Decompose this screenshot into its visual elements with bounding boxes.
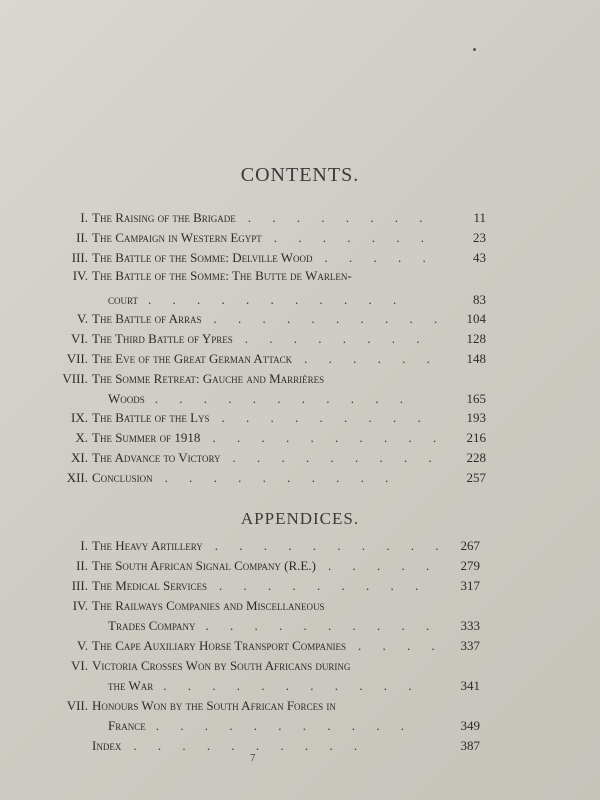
entry-number: IV. bbox=[72, 268, 88, 283]
entry-title: The Battle of the Somme: The Butte de Warlen- bbox=[92, 268, 352, 283]
entry-page-number: 148 bbox=[466, 351, 486, 366]
leader-dots: . . . . . . . . . bbox=[219, 578, 428, 593]
contents-heading: CONTENTS. bbox=[240, 164, 360, 186]
entry-page-number: 11 bbox=[473, 210, 486, 225]
entry-title: The Medical Services bbox=[92, 578, 208, 593]
contents-entry bbox=[52, 468, 397, 488]
entry-page-number: 193 bbox=[466, 410, 486, 425]
entry-title: The South African Signal Company (R.E.) bbox=[92, 558, 316, 573]
entry-title: The Somme Retreat: Gauche and Marrières bbox=[92, 371, 325, 386]
appendices-entry bbox=[52, 596, 325, 616]
entry-title-continuation: court bbox=[108, 292, 138, 307]
entry-page-number: 23 bbox=[473, 230, 486, 245]
entry-title-continuation: the War bbox=[108, 678, 154, 693]
page-folio: 7 bbox=[250, 752, 256, 764]
leader-dots: . . . . . bbox=[324, 250, 435, 265]
entry-title: The Third Battle of Ypres bbox=[92, 331, 233, 346]
appendices-entry bbox=[52, 536, 448, 556]
contents-entry bbox=[52, 369, 324, 389]
leader-dots: . . . . . . . . . . . bbox=[163, 678, 421, 693]
entry-page-number: 165 bbox=[466, 391, 486, 406]
leader-dots: . . . . . . . . . . bbox=[214, 538, 448, 553]
entry-page-number: 257 bbox=[466, 470, 486, 485]
entry-number: XII. bbox=[66, 470, 88, 485]
appendices-entry bbox=[52, 556, 438, 576]
appendices-entry bbox=[52, 656, 350, 676]
entry-number: VIII. bbox=[62, 371, 88, 386]
entry-title: Index bbox=[92, 738, 122, 753]
leader-dots: . . . . . . . . . bbox=[221, 410, 430, 425]
entry-title: The Summer of 1918 bbox=[92, 430, 201, 445]
entry-page-number: 279 bbox=[460, 558, 480, 573]
entry-title-continuation: Trades Company bbox=[108, 618, 196, 633]
entry-title: The Cape Auxiliary Horse Transport Companies bbox=[92, 638, 346, 653]
leader-dots: . . . . . . . . . . bbox=[164, 470, 398, 485]
entry-number: II. bbox=[76, 230, 88, 245]
appendices-heading: APPENDICES. bbox=[240, 509, 360, 528]
entry-number: III. bbox=[71, 578, 88, 593]
entry-page-number: 341 bbox=[460, 678, 480, 693]
appendices-entry bbox=[52, 696, 336, 716]
appendices-entry bbox=[52, 576, 427, 596]
leader-dots: . . . . . . . bbox=[273, 230, 434, 245]
leader-dots: . . . . . . . . bbox=[247, 210, 432, 225]
entry-title: The Advance to Victory bbox=[92, 450, 221, 465]
entry-number: III. bbox=[71, 250, 88, 265]
entry-title: The Battle of Arras bbox=[92, 311, 202, 326]
entry-title-continuation: France bbox=[108, 718, 146, 733]
entry-number: IX. bbox=[71, 410, 88, 425]
appendices-entry-continuation bbox=[108, 716, 413, 736]
entry-title: The Battle of the Somme: Delville Wood bbox=[92, 250, 313, 265]
contents-entry bbox=[52, 428, 445, 448]
entry-title: The Campaign in Western Egypt bbox=[92, 230, 262, 245]
entry-page-number: 228 bbox=[466, 450, 486, 465]
leader-dots: . . . . . . . . . . . bbox=[154, 391, 413, 406]
leader-dots: . . . . . . . . bbox=[244, 331, 429, 346]
entry-number: VII. bbox=[66, 698, 88, 713]
appendices-entry-continuation bbox=[108, 616, 438, 636]
leader-dots: . . . . . . . . . . . bbox=[155, 718, 413, 733]
entry-page-number: 128 bbox=[466, 331, 486, 346]
entry-number: I. bbox=[80, 538, 88, 553]
entry-number: X. bbox=[75, 430, 88, 445]
entry-title: Conclusion bbox=[92, 470, 153, 485]
entry-page-number: 104 bbox=[466, 311, 486, 326]
leader-dots: . . . . . . . . . . bbox=[133, 738, 367, 753]
entry-title: The Raising of the Brigade bbox=[92, 210, 236, 225]
leader-dots: . . . . . . . . . bbox=[232, 450, 441, 465]
leader-dots: . . . . . . . . . . bbox=[213, 311, 447, 326]
contents-entry bbox=[52, 266, 352, 286]
appendices-entry bbox=[52, 636, 444, 656]
entry-number: I. bbox=[80, 210, 88, 225]
leader-dots: . . . . . . bbox=[304, 351, 439, 366]
entry-page-number: 267 bbox=[460, 538, 480, 553]
entry-number: V. bbox=[77, 638, 88, 653]
entry-title-continuation: Woods bbox=[108, 391, 145, 406]
ink-spot bbox=[473, 48, 476, 51]
entry-title: The Heavy Artillery bbox=[92, 538, 203, 553]
entry-title: The Railways Companies and Miscellaneous bbox=[92, 598, 325, 613]
entry-number: II. bbox=[76, 558, 88, 573]
entry-number: VI. bbox=[71, 658, 88, 673]
entry-number: IV. bbox=[72, 598, 88, 613]
contents-entry bbox=[52, 248, 435, 268]
entry-page-number: 43 bbox=[473, 250, 486, 265]
entry-number: V. bbox=[77, 311, 88, 326]
contents-entry bbox=[52, 349, 439, 369]
entry-page-number: 387 bbox=[460, 738, 480, 753]
contents-entry-continuation bbox=[108, 389, 412, 409]
entry-page-number: 349 bbox=[460, 718, 480, 733]
appendices-entry bbox=[52, 736, 366, 756]
leader-dots: . . . . . . . . . . bbox=[205, 618, 439, 633]
leader-dots: . . . . . bbox=[327, 558, 439, 573]
leader-dots: . . . . . . . . . . . bbox=[147, 292, 406, 307]
entry-number: VI. bbox=[71, 331, 88, 346]
contents-entry bbox=[52, 309, 446, 329]
contents-entry bbox=[52, 228, 433, 248]
contents-entry bbox=[52, 408, 430, 428]
appendices-entry-continuation bbox=[108, 676, 421, 696]
entry-number: XI. bbox=[71, 450, 88, 465]
entry-page-number: 83 bbox=[473, 292, 486, 307]
entry-title: The Eve of the Great German Attack bbox=[92, 351, 293, 366]
leader-dots: . . . . bbox=[357, 638, 444, 653]
leader-dots: . . . . . . . . . . bbox=[212, 430, 446, 445]
contents-entry bbox=[52, 448, 441, 468]
entry-page-number: 317 bbox=[460, 578, 480, 593]
contents-entry-continuation bbox=[108, 290, 405, 310]
entry-title: Honours Won by the South African Forces in bbox=[92, 698, 336, 713]
entry-number: VII. bbox=[66, 351, 88, 366]
entry-title: The Battle of the Lys bbox=[92, 410, 210, 425]
entry-page-number: 216 bbox=[466, 430, 486, 445]
contents-entry bbox=[52, 208, 432, 228]
entry-title: Victoria Crosses Won by South Africans during bbox=[92, 658, 351, 673]
contents-entry bbox=[52, 329, 428, 349]
entry-page-number: 337 bbox=[460, 638, 480, 653]
entry-page-number: 333 bbox=[460, 618, 480, 633]
